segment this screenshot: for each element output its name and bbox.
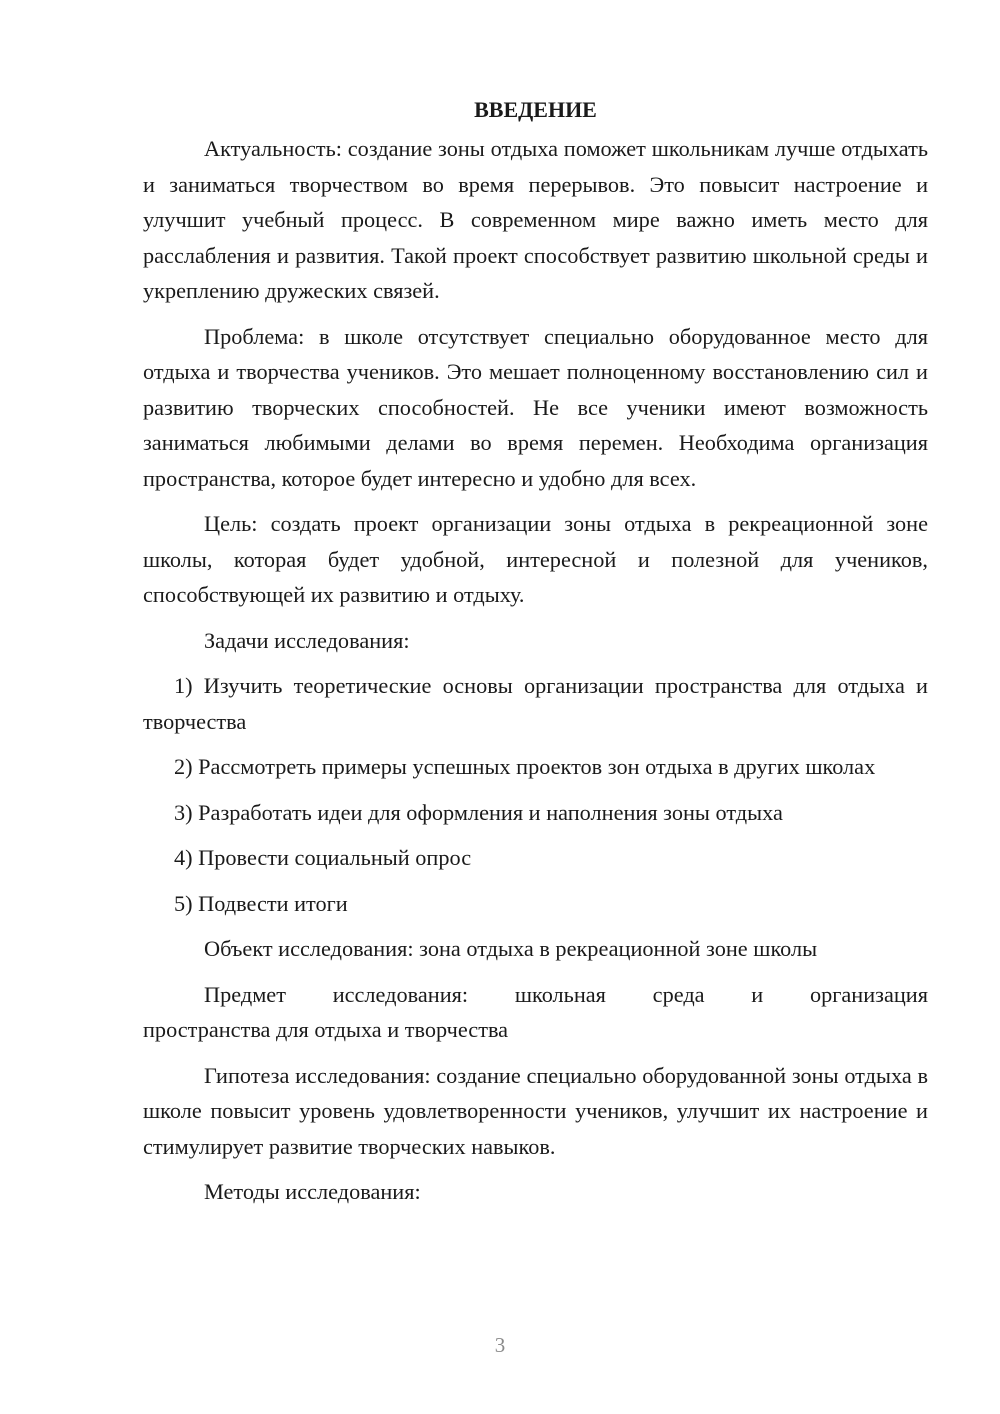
tasks-heading: Задачи исследования: [204,627,410,653]
relevance-paragraph: Актуальность: создание зоны отдыха поможет школьникам лучше отдыхать и заниматься творчеством во время перерывов. Это повысит настроение и улучшит учебный процесс. В современном мире важно иметь место для расслабления и развития. Такой проект способствует развитию школьной среды и укреплению дружеских связей. [143,136,928,303]
subject-word: среда [652,981,705,1007]
methods-heading: Методы исследования: [204,1179,421,1204]
task-item-4: 4) Провести социальный опрос [174,845,472,870]
object-paragraph: Объект исследования: зона отдыха в рекреационной зоне школы [204,936,818,961]
goal-paragraph: Цель: создать проект организации зоны отдыха в рекреационной зоне школы, которая будет удобной, интересной и полезной для учеников, способствующей их развитию и отдыху. [143,511,928,607]
subject-second-line: пространства для отдыха и творчества [143,1017,509,1042]
hypothesis-paragraph: Гипотеза исследования: создание специально оборудованной зоны отдыха в школе повысит уровень удовлетворенности учеников, улучшит их настроение и стимулирует развитие творческих навыков. [143,1062,928,1159]
task-item-3: 3) Разработать идеи для оформления и наполнения зоны отдыха [174,799,783,825]
task-item-1: 1) Изучить теоретические основы организации пространства для отдыха и творчества [143,673,928,734]
page-number: 3 [494,1333,506,1357]
section-heading: ВВЕДЕНИЕ [474,97,597,122]
subject-word: Предмет [204,981,286,1007]
subject-paragraph [143,977,928,1048]
subject-word: и [751,981,764,1007]
subject-word: организация [809,981,928,1007]
subject-word: исследования: [332,981,469,1007]
document-page [143,92,928,1220]
task-item-2: 2) Рассмотреть примеры успешных проектов зон отдыха в других школах [174,754,876,779]
task-item-5: 5) Подвести итоги [174,890,348,916]
subject-word: школьная [514,981,606,1007]
problem-paragraph: Проблема: в школе отсутствует специально оборудованное место для отдыха и творчества учеников. Это мешает полноценному восстановлению сил и развитию творческих способностей. Не все ученики имеют возможность заниматься любимыми делами во время перемен. Необходима организация пространства, которое будет интересно и удобно для всех. [143,323,928,491]
subject-first-line [143,977,928,1013]
